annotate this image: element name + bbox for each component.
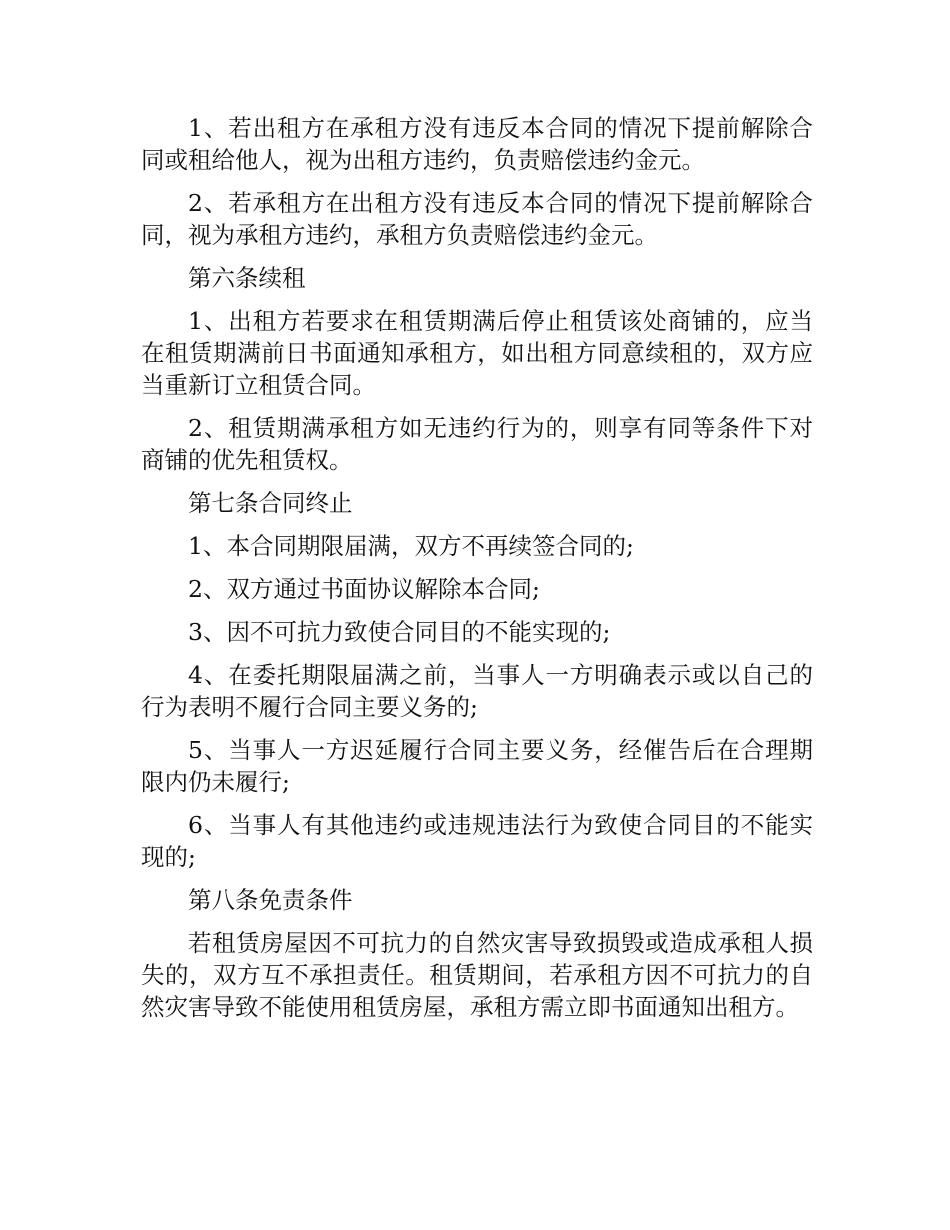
clause-termination-force-majeure: 3、因不可抗力致使合同目的不能实现的; [188,618,611,646]
clause-termination-other-breach: 6、当事人有其他违约或违规违法行为致使合同目的不能实现的; [141,811,813,871]
clause-termination-repudiation: 4、在委托期限届满之前，当事人一方明确表示或以自己的行为表明不履行合同主要义务的; [141,661,813,721]
clause-termination-delay: 5、当事人一方迟延履行合同主要义务，经催告后在合理期限内仍未履行; [141,736,813,796]
clause-renewal-priority: 2、租赁期满承租方如无违约行为的，则享有同等条件下对商铺的优先租赁权。 [141,414,813,474]
document-page [141,112,813,1034]
clause-termination-expiry: 1、本合同期限届满，双方不再续签合同的; [188,532,634,560]
section-heading-exemption: 第八条免责条件 [188,886,353,914]
section-heading-renewal: 第六条续租 [188,264,306,292]
clause-breach-lessee: 2、若承租方在出租方没有违反本合同的情况下提前解除合同，视为承租方违约，承租方负责赔偿违约金元。 [141,189,813,249]
clause-renewal-notice: 1、出租方若要求在租赁期满后停止租赁该处商铺的，应当在租赁期满前日书面通知承租方，如出租方同意续租的，双方应当重新订立租赁合同。 [141,307,813,399]
clause-exemption-disaster: 若租赁房屋因不可抗力的自然灾害导致损毁或造成承租人损失的，双方互不承担责任。租赁期间，若承租方因不可抗力的自然灾害导致不能使用租赁房屋，承租方需立即书面通知出租方。 [141,929,813,1021]
clause-termination-agreement: 2、双方通过书面协议解除本合同; [188,575,540,603]
section-heading-termination: 第七条合同终止 [188,489,353,517]
clause-breach-lessor: 1、若出租方在承租方没有违反本合同的情况下提前解除合同或租给他人，视为出租方违约，负责赔偿违约金元。 [141,114,813,174]
